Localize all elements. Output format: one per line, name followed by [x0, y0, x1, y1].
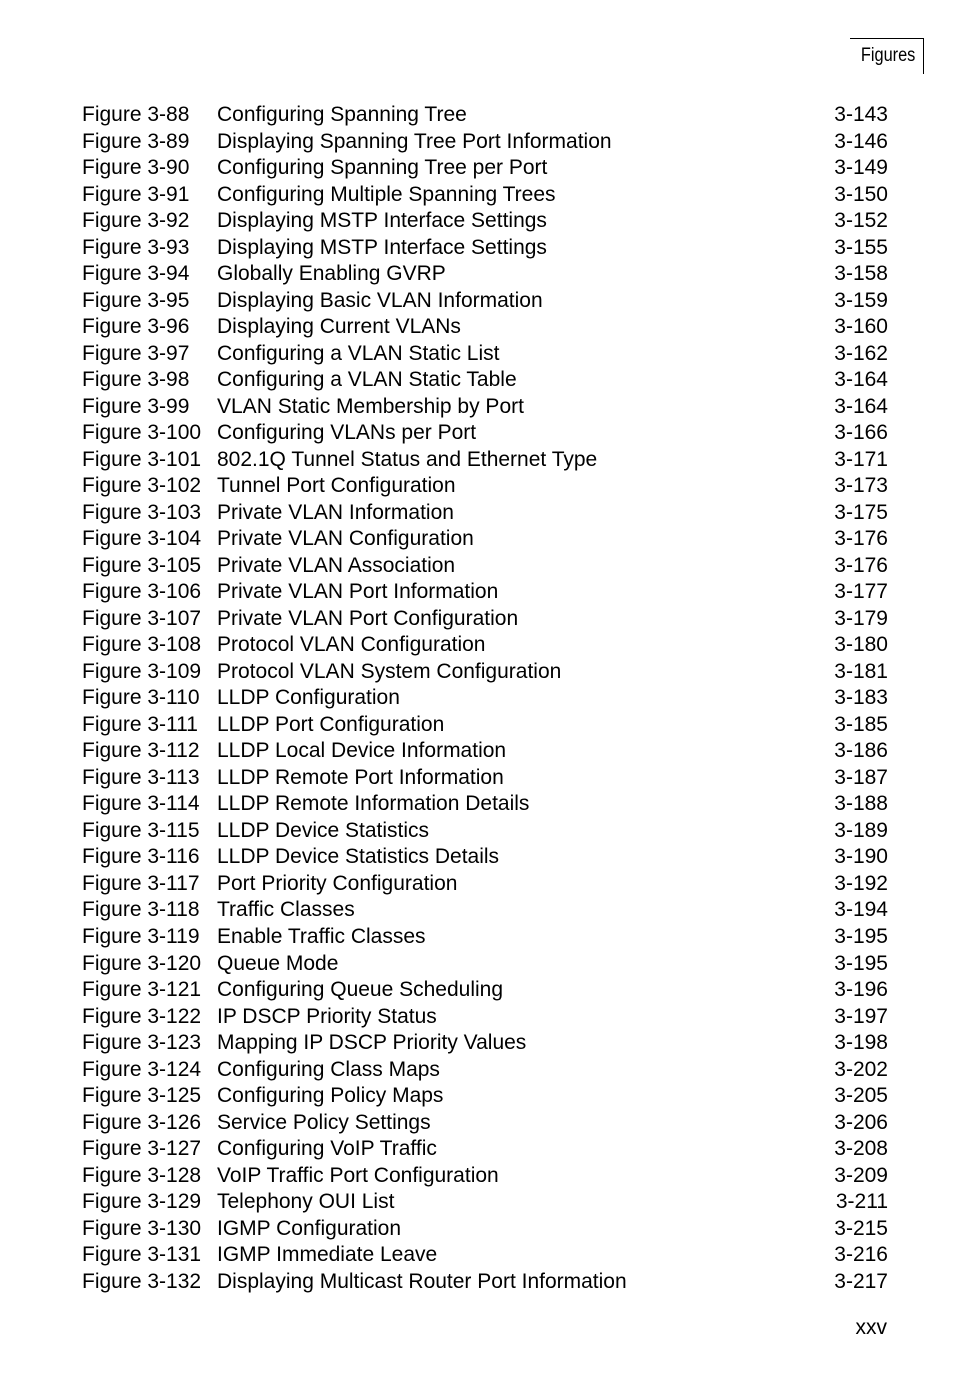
figure-title: VoIP Traffic Port Configuration	[217, 1163, 499, 1187]
toc-entry[interactable]	[82, 1189, 888, 1216]
figure-title: Service Policy Settings	[217, 1110, 431, 1134]
toc-entry[interactable]	[82, 1083, 888, 1110]
figure-page-ref: 3-216	[834, 1243, 888, 1267]
figure-title: Displaying MSTP Interface Settings	[217, 209, 547, 233]
figure-number: Figure 3-101	[82, 447, 202, 471]
toc-entry[interactable]	[82, 1057, 888, 1084]
toc-entry[interactable]	[82, 712, 888, 739]
figure-page-ref: 3-176	[834, 553, 888, 577]
toc-entry[interactable]	[82, 1030, 888, 1057]
figure-number: Figure 3-89	[82, 129, 190, 153]
figure-page-ref: 3-149	[834, 156, 888, 180]
figure-number: Figure 3-118	[82, 898, 200, 922]
figure-title: Tunnel Port Configuration	[217, 474, 456, 498]
figure-number: Figure 3-103	[82, 500, 202, 524]
figure-title: Port Priority Configuration	[217, 871, 458, 895]
figure-number: Figure 3-116	[82, 845, 200, 869]
figure-number: Figure 3-92	[82, 209, 190, 233]
figure-page-ref: 3-143	[834, 103, 888, 126]
list-of-figures	[82, 102, 888, 1295]
figure-page-ref: 3-189	[834, 818, 888, 842]
toc-entry[interactable]	[82, 897, 888, 924]
figure-page-ref: 3-173	[834, 474, 888, 498]
figure-title: IP DSCP Priority Status	[217, 1004, 437, 1028]
figure-page-ref: 3-146	[834, 129, 888, 153]
figure-title: Displaying Basic VLAN Information	[217, 288, 543, 312]
figure-page-ref: 3-215	[834, 1216, 888, 1240]
figure-number: Figure 3-112	[82, 739, 200, 763]
figure-page-ref: 3-198	[834, 1031, 888, 1055]
figure-page-ref: 3-181	[834, 659, 888, 683]
figure-page-ref: 3-209	[834, 1163, 888, 1187]
figure-title: Configuring Queue Scheduling	[217, 978, 504, 1002]
figure-number: Figure 3-109	[82, 659, 202, 683]
figure-title: Configuring Policy Maps	[217, 1084, 444, 1108]
figure-page-ref: 3-195	[834, 951, 888, 975]
toc-entry[interactable]	[82, 155, 888, 182]
toc-entry[interactable]	[82, 288, 888, 315]
figure-number: Figure 3-106	[82, 580, 202, 604]
figure-title: Configuring Class Maps	[217, 1057, 440, 1081]
figure-page-ref: 3-211	[835, 1190, 888, 1214]
toc-entry[interactable]	[82, 1004, 888, 1031]
figure-number: Figure 3-88	[82, 103, 190, 126]
figure-page-ref: 3-208	[834, 1137, 888, 1161]
figure-title: Displaying Multicast Router Port Information	[217, 1269, 627, 1293]
toc-entry[interactable]	[82, 367, 888, 394]
figure-number: Figure 3-96	[82, 315, 190, 339]
toc-entry[interactable]	[82, 208, 888, 235]
figure-page-ref: 3-192	[834, 871, 888, 895]
toc-entry[interactable]	[82, 553, 888, 580]
toc-entry[interactable]	[82, 1242, 888, 1269]
toc-entry[interactable]	[82, 871, 888, 898]
figure-title: Private VLAN Configuration	[217, 527, 474, 551]
figure-number: Figure 3-127	[82, 1137, 202, 1161]
figure-title: LLDP Remote Information Details	[217, 792, 530, 816]
figure-page-ref: 3-177	[834, 580, 888, 604]
figure-number: Figure 3-125	[82, 1084, 202, 1108]
figure-page-ref: 3-164	[834, 394, 888, 418]
figure-page-ref: 3-196	[834, 978, 888, 1002]
figure-number: Figure 3-132	[82, 1269, 202, 1293]
figure-number: Figure 3-122	[82, 1004, 202, 1028]
figure-number: Figure 3-114	[82, 792, 200, 816]
toc-entry[interactable]	[82, 129, 888, 156]
figure-title: Queue Mode	[217, 951, 339, 975]
figure-page-ref: 3-164	[834, 368, 888, 392]
figure-number: Figure 3-124	[82, 1057, 202, 1081]
figure-title: Configuring a VLAN Static Table	[217, 368, 517, 392]
toc-entry[interactable]	[82, 1110, 888, 1137]
section-label: Figures	[860, 45, 915, 66]
toc-entry[interactable]	[82, 791, 888, 818]
figure-page-ref: 3-217	[834, 1269, 888, 1293]
toc-entry[interactable]	[82, 261, 888, 288]
figure-page-ref: 3-160	[834, 315, 888, 339]
figure-page-ref: 3-190	[834, 845, 888, 869]
figure-title: Traffic Classes	[217, 898, 355, 922]
toc-entry[interactable]	[82, 738, 888, 765]
figure-title: Configuring a VLAN Static List	[217, 341, 500, 365]
figure-title: LLDP Port Configuration	[217, 712, 445, 736]
figure-number: Figure 3-107	[82, 606, 202, 630]
figure-page-ref: 3-205	[834, 1084, 888, 1108]
figure-number: Figure 3-93	[82, 235, 190, 259]
figure-number: Figure 3-99	[82, 394, 190, 418]
figure-title: Displaying Current VLANs	[217, 315, 461, 339]
figure-title: LLDP Device Statistics Details	[217, 845, 500, 869]
figure-title: Configuring Spanning Tree per Port	[217, 156, 548, 180]
toc-entry[interactable]	[82, 977, 888, 1004]
figure-title: LLDP Device Statistics	[217, 818, 430, 842]
figure-title: Private VLAN Port Configuration	[217, 606, 519, 630]
figure-page-ref: 3-175	[834, 500, 888, 524]
toc-entry[interactable]	[82, 579, 888, 606]
figure-title: Protocol VLAN System Configuration	[217, 659, 562, 683]
figure-number: Figure 3-129	[82, 1190, 202, 1214]
toc-entry[interactable]	[82, 606, 888, 633]
figure-number: Figure 3-108	[82, 633, 202, 657]
figure-number: Figure 3-98	[82, 368, 190, 392]
figure-title: Private VLAN Association	[217, 553, 456, 577]
figure-page-ref: 3-162	[834, 341, 888, 365]
figure-title: Private VLAN Information	[217, 500, 454, 524]
figure-page-ref: 3-202	[834, 1057, 888, 1081]
figure-title: Telephony OUI List	[217, 1190, 395, 1214]
figure-number: Figure 3-102	[82, 474, 202, 498]
toc-entry[interactable]	[82, 844, 888, 871]
figure-page-ref: 3-159	[834, 288, 888, 312]
figure-page-ref: 3-185	[834, 712, 888, 736]
figure-page-ref: 3-166	[834, 421, 888, 445]
toc-entry[interactable]	[82, 473, 888, 500]
figure-page-ref: 3-180	[834, 633, 888, 657]
figure-number: Figure 3-123	[82, 1031, 202, 1055]
figure-page-ref: 3-158	[834, 262, 888, 286]
figure-number: Figure 3-126	[82, 1110, 202, 1134]
figure-number: Figure 3-95	[82, 288, 190, 312]
figure-number: Figure 3-110	[82, 686, 200, 710]
figure-number: Figure 3-94	[82, 262, 190, 286]
figure-title: Displaying MSTP Interface Settings	[217, 235, 547, 259]
figure-page-ref: 3-152	[834, 209, 888, 233]
figure-number: Figure 3-111	[82, 712, 198, 736]
figure-number: Figure 3-105	[82, 553, 202, 577]
figure-title: Configuring VoIP Traffic	[217, 1137, 437, 1161]
figure-page-ref: 3-183	[834, 686, 888, 710]
figure-number: Figure 3-115	[82, 818, 200, 842]
figure-number: Figure 3-131	[82, 1243, 202, 1267]
figure-page-ref: 3-194	[834, 898, 888, 922]
figure-page-ref: 3-188	[834, 792, 888, 816]
figure-title: IGMP Configuration	[217, 1216, 402, 1240]
toc-entry[interactable]	[82, 235, 888, 262]
figure-number: Figure 3-90	[82, 156, 190, 180]
figure-number: Figure 3-113	[82, 765, 200, 789]
toc-entry[interactable]	[82, 500, 888, 527]
figure-title: VLAN Static Membership by Port	[217, 394, 524, 418]
figure-title: Mapping IP DSCP Priority Values	[217, 1031, 527, 1055]
toc-entry[interactable]	[82, 765, 888, 792]
toc-entry[interactable]	[82, 1269, 888, 1296]
figure-title: Configuring Spanning Tree	[217, 103, 467, 126]
figure-title: Private VLAN Port Information	[217, 580, 499, 604]
toc-entry[interactable]	[82, 102, 888, 129]
toc-entry[interactable]	[82, 182, 888, 209]
figure-number: Figure 3-121	[82, 978, 202, 1002]
figure-page-ref: 3-176	[834, 527, 888, 551]
figure-page-ref: 3-197	[834, 1004, 888, 1028]
figure-page-ref: 3-206	[834, 1110, 888, 1134]
toc-entry[interactable]	[82, 420, 888, 447]
toc-entry[interactable]	[82, 924, 888, 951]
figure-number: Figure 3-119	[82, 924, 200, 948]
toc-entry[interactable]	[82, 818, 888, 845]
figure-number: Figure 3-117	[82, 871, 200, 895]
section-header-tab	[850, 38, 924, 74]
figure-title: Displaying Spanning Tree Port Information	[217, 129, 612, 153]
figure-page-ref: 3-186	[834, 739, 888, 763]
figure-page-ref: 3-150	[834, 182, 888, 206]
figure-number: Figure 3-100	[82, 421, 202, 445]
figure-page-ref: 3-195	[834, 924, 888, 948]
toc-entry[interactable]	[82, 1136, 888, 1163]
toc-entry[interactable]	[82, 659, 888, 686]
figure-title: Protocol VLAN Configuration	[217, 633, 486, 657]
figure-title: 802.1Q Tunnel Status and Ethernet Type	[217, 447, 598, 471]
toc-entry[interactable]	[82, 394, 888, 421]
toc-entry[interactable]	[82, 526, 888, 553]
figure-number: Figure 3-91	[82, 182, 190, 206]
page-number: xxv	[855, 1316, 887, 1339]
figure-number: Figure 3-128	[82, 1163, 202, 1187]
figure-page-ref: 3-155	[834, 235, 888, 259]
figure-title: Globally Enabling GVRP	[217, 262, 446, 286]
toc-entry[interactable]	[82, 1163, 888, 1190]
figure-number: Figure 3-120	[82, 951, 202, 975]
toc-entry[interactable]	[82, 951, 888, 978]
toc-entry[interactable]	[82, 447, 888, 474]
figure-title: Enable Traffic Classes	[217, 924, 426, 948]
figure-number: Figure 3-97	[82, 341, 190, 365]
figure-page-ref: 3-171	[834, 447, 888, 471]
figure-number: Figure 3-130	[82, 1216, 202, 1240]
figure-title: Configuring Multiple Spanning Trees	[217, 182, 556, 206]
figure-page-ref: 3-179	[834, 606, 888, 630]
figure-page-ref: 3-187	[834, 765, 888, 789]
toc-entry[interactable]	[82, 314, 888, 341]
figure-number: Figure 3-104	[82, 527, 202, 551]
figure-title: LLDP Configuration	[217, 686, 400, 710]
toc-entry[interactable]	[82, 1216, 888, 1243]
toc-entry[interactable]	[82, 685, 888, 712]
figure-title: LLDP Remote Port Information	[217, 765, 504, 789]
toc-entry[interactable]	[82, 341, 888, 368]
figure-title: Configuring VLANs per Port	[217, 421, 477, 445]
toc-entry[interactable]	[82, 632, 888, 659]
figure-title: IGMP Immediate Leave	[217, 1243, 438, 1267]
figure-title: LLDP Local Device Information	[217, 739, 507, 763]
